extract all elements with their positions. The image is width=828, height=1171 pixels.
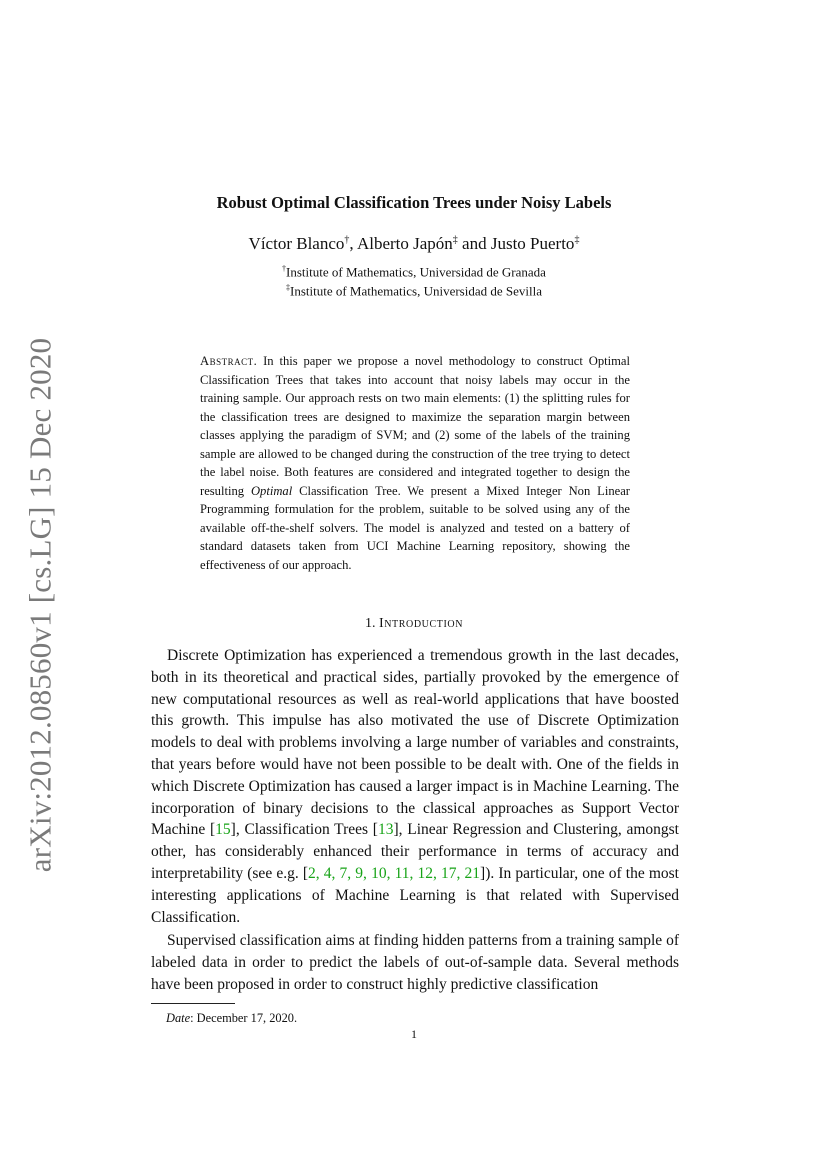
abstract [200,352,630,574]
abstract-label: Abstract. [200,354,258,368]
body-paragraph [151,930,679,995]
footnote-label: Date [166,1011,191,1025]
abstract-text: In this paper we propose a novel methodology to construct Optimal Classification Trees that takes into account that noisy labels may occur in the training sample. Our approach rests on two main elements: (1) the splitting rules for the classification trees are designed to maximize the separation margin between classes applying the paradigm of SVM; and (2) some of the labels of the training sample are allowed to be changed during the construction of the tree trying to detect the label noise. Both features are considered and integrated together to design the resulting [200,354,630,498]
abstract-emphasis: Optimal [250,483,293,498]
paragraph-text: ], Classification Trees [ [230,821,378,839]
paragraph-text: Supervised classification aims at finding hidden patterns from a training sample of labeled data in order to predict the labels of out-of-sample data. Several methods have been proposed in order to construct highly predictive classification [151,932,679,993]
affiliation-marker: ‡ [286,283,290,292]
footnote [166,1011,297,1026]
paragraph-text: ], Linear Regression and Clustering, amongst other, has considerably enhanced their performance in terms of accuracy and interpretability (see e.g. [ [151,821,679,882]
arxiv-side-stamp [20,337,60,873]
paper-title: Robust Optimal Classification Trees under Noisy Labels [216,193,612,212]
section-heading [0,616,828,632]
citation-link[interactable]: 2, 4, 7, 9, 10, 11, 12, 17, 21 [308,864,481,882]
affiliation-marker: ‡ [574,234,580,246]
affiliation-line [0,264,828,280]
citation-link[interactable]: 13 [377,821,394,839]
affiliation-marker: † [344,234,350,246]
section-title: Introduction [378,616,464,631]
abstract-text: Classification Tree. We present a Mixed Integer Non Linear Programming formulation for the problem, suitable to be solved using any of the available off-the-shelf solvers. The model is analyzed and tested on a battery of standard datasets taken from UCI Machine Learning repository, showing the effectiveness of our approach. [200,483,630,572]
affiliation-marker: † [282,264,287,273]
paragraph-text: Discrete Optimization has experienced a tremendous growth in the last decades, both in its theoretical and practical sides, partially provoked by the emergence of new computational resources as well as real-world applications that have boosted this growth. This impulse has also motivated the use of Discrete Optimization models to deal with problems involving a large number of variables and constraints, that years before would have not been possible to be dealt with. One of the fields in which Discrete Optimization has caused a larger impact is in Machine Learning. The incorporation of binary decisions to the classical approaches as Support Vector Machine [ [151,647,679,839]
body-paragraph [151,645,679,928]
affiliation-marker: ‡ [452,234,458,246]
author-name: Justo Puerto [490,234,575,253]
section-number: 1. [364,616,379,631]
page-number: 1 [411,1027,417,1041]
paragraph-text: ]). In particular, one of the most interesting applications of Machine Learning is that related with Supervised Classification. [151,864,679,926]
author-separator: , [349,234,357,253]
author-name: Víctor Blanco [248,234,345,253]
author-name: Alberto Japón [356,234,453,253]
citation-link[interactable]: 15 [215,821,231,839]
affiliation-text: Institute of Mathematics, Universidad de Granada [286,264,546,280]
author-separator: and [457,234,491,253]
author-list [0,234,828,254]
affiliation-text: Institute of Mathematics, Universidad de Sevilla [290,283,542,299]
footnote-rule [151,1003,235,1004]
arxiv-identifier: arXiv:2012.08560v1 [cs.LG] 15 Dec 2020 [22,337,57,873]
footnote-text: : December 17, 2020. [190,1011,298,1025]
affiliation-line [0,283,828,299]
